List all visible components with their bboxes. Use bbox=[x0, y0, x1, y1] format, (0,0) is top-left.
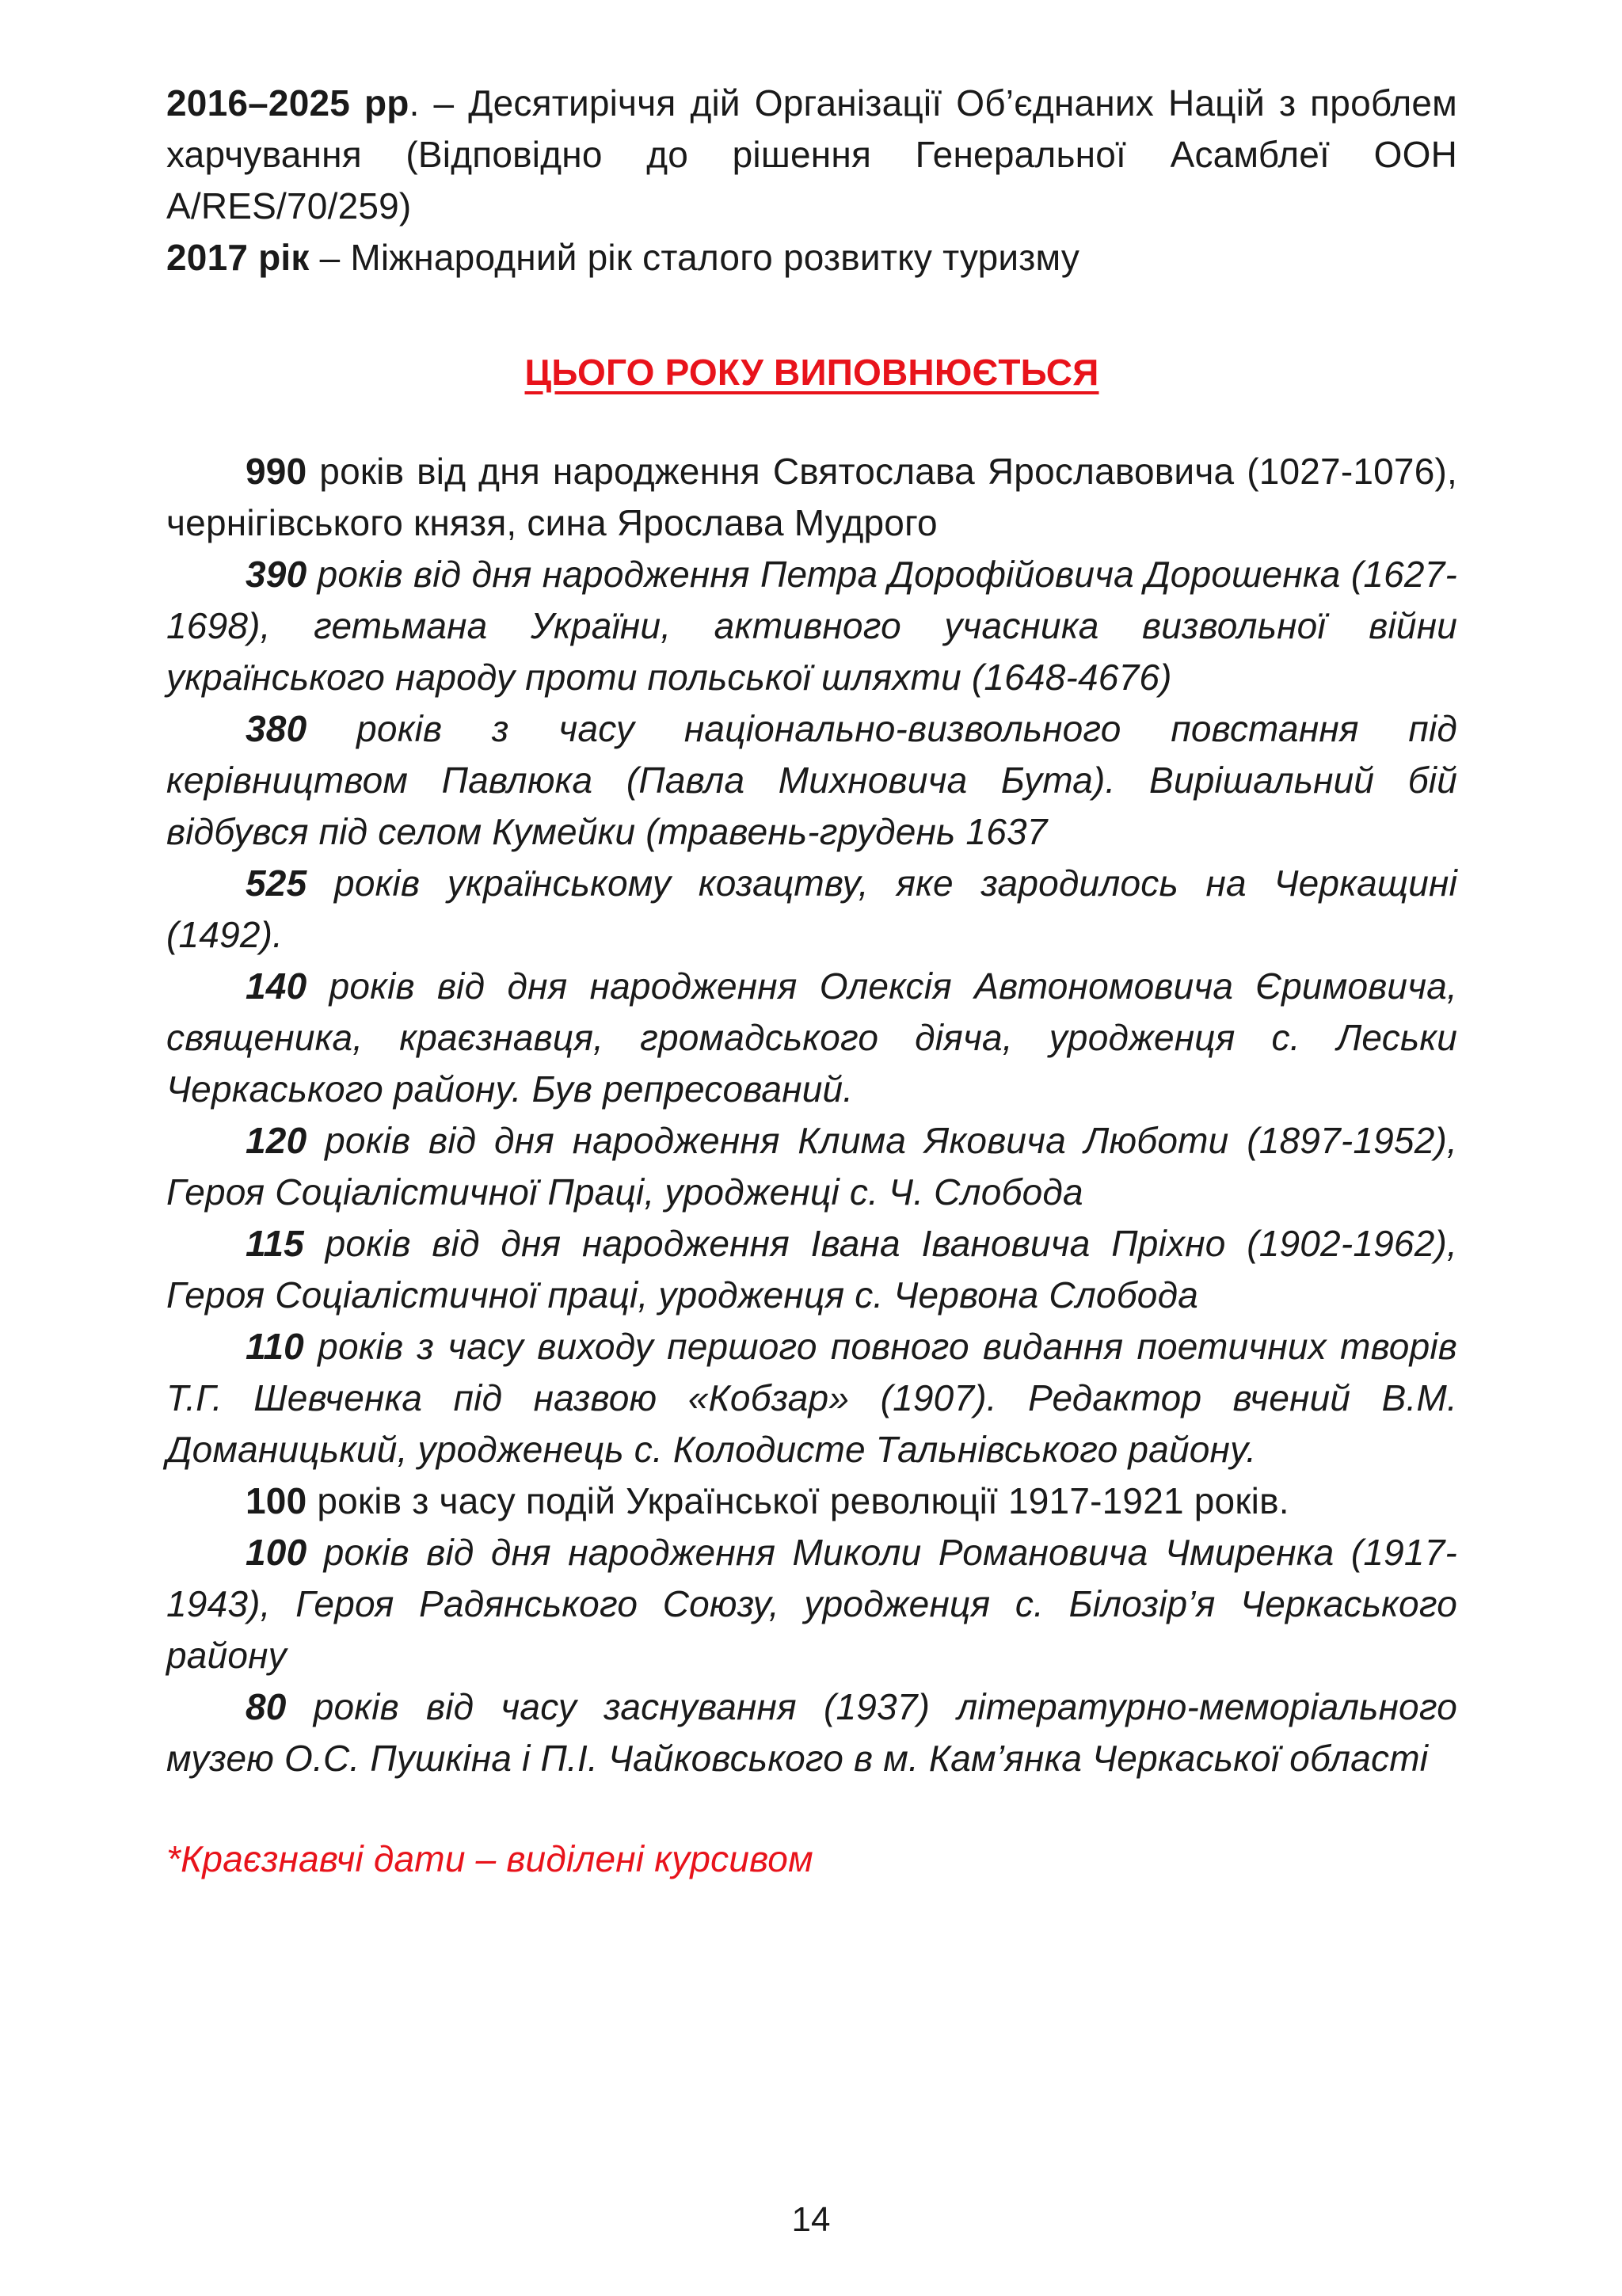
entry-text: років від дня народження Петра Дорофійовича Дорошенка (1627-1698), гетьмана України, активного учасника визвольної війни українського народу проти польської шляхти (1648-4676) bbox=[166, 554, 1457, 698]
entry-number: 120 bbox=[246, 1120, 307, 1161]
anniversary-entry-local bbox=[166, 1115, 1457, 1218]
intro-line-decade bbox=[166, 78, 1457, 232]
entry-number: 80 bbox=[246, 1686, 287, 1727]
entry-text: років від дня народження Івана Івановича Пріхно (1902-1962), Героя Соціалістичної праці, уродженця с. Червона Слобода bbox=[166, 1223, 1457, 1316]
entry-text: років з часу виходу першого повного видання поетичних творів Т.Г. Шевченка під назвою «Кобзар» (1907). Редактор вчений В.М. Доманицький, уродженець с. Колодисте Тальнівського району. bbox=[166, 1326, 1457, 1470]
entry-text: років від дня народження Миколи Романовича Чмиренка (1917-1943), Героя Радянського Союзу, уродженця с. Білозір’я Черкаського району bbox=[166, 1532, 1457, 1676]
entry-text: років від часу заснування (1937) літературно-меморіального музею О.С. Пушкіна і П.І. Чайковського в м. Кам’янка Черкаської області bbox=[166, 1686, 1457, 1779]
intro-text: – Міжнародний рік сталого розвитку туризму bbox=[309, 237, 1080, 278]
anniversary-entry-local bbox=[166, 549, 1457, 703]
anniversary-entry-local bbox=[166, 1527, 1457, 1681]
anniversary-entry-local bbox=[166, 703, 1457, 858]
entry-number: 525 bbox=[246, 862, 307, 904]
entry-number: 115 bbox=[246, 1223, 304, 1264]
intro-date: 2017 рік bbox=[166, 237, 310, 278]
entry-number: 380 bbox=[246, 708, 307, 749]
footnote: *Краєзнавчі дати – виділені курсивом bbox=[166, 1838, 813, 1879]
page-number: 14 bbox=[791, 2200, 831, 2239]
entry-number: 100 bbox=[246, 1480, 307, 1521]
anniversary-entry-local bbox=[166, 1218, 1457, 1321]
entry-number: 390 bbox=[246, 554, 307, 595]
intro-date: 2016–2025 рр bbox=[166, 82, 409, 124]
anniversary-entry-local bbox=[166, 858, 1457, 961]
entry-text: років з часу подій Української революції 1917-1921 років. bbox=[307, 1480, 1289, 1521]
entry-text: років від дня народження Святослава Ярославовича (1027-1076), чернігівського князя, сина Ярослава Мудрого bbox=[166, 451, 1457, 543]
document-page bbox=[166, 78, 1457, 1885]
entry-number: 110 bbox=[246, 1326, 304, 1367]
entry-text: років з часу національно-визвольного повстання під керівництвом Павлюка (Павла Михновича Бута). Вирішальний бій відбувся під селом Кумейки (травень-грудень 1637 bbox=[166, 708, 1457, 852]
anniversary-entry-local bbox=[166, 1681, 1457, 1784]
anniversary-entry-local bbox=[166, 1321, 1457, 1475]
intro-line-year bbox=[166, 232, 1457, 284]
section-heading: ЦЬОГО РОКУ ВИПОВНЮЄТЬСЯ bbox=[524, 352, 1099, 393]
intro-text: . – Десятиріччя дій Організації Об’єднаних Націй з проблем харчування (Відповідно до рішення Генеральної Асамблеї ООН A/RES/70/259) bbox=[166, 82, 1457, 227]
entry-text: років українському козацтву, яке зародилось на Черкащині (1492). bbox=[166, 862, 1457, 955]
entry-text: років від дня народження Олексія Автономовича Єримовича, священика, краєзнавця, громадського діяча, уродженця с. Леськи Черкаського району. Був репресований. bbox=[166, 965, 1457, 1110]
anniversary-entry-local bbox=[166, 961, 1457, 1115]
entry-text: років від дня народження Клима Яковича Люботи (1897-1952), Героя Соціалістичної Праці, уродженці с. Ч. Слобода bbox=[166, 1120, 1457, 1213]
anniversary-entry bbox=[166, 446, 1457, 549]
entry-number: 100 bbox=[246, 1532, 307, 1573]
entry-number: 990 bbox=[246, 451, 307, 492]
entry-number: 140 bbox=[246, 965, 307, 1007]
anniversary-entry bbox=[166, 1475, 1457, 1527]
